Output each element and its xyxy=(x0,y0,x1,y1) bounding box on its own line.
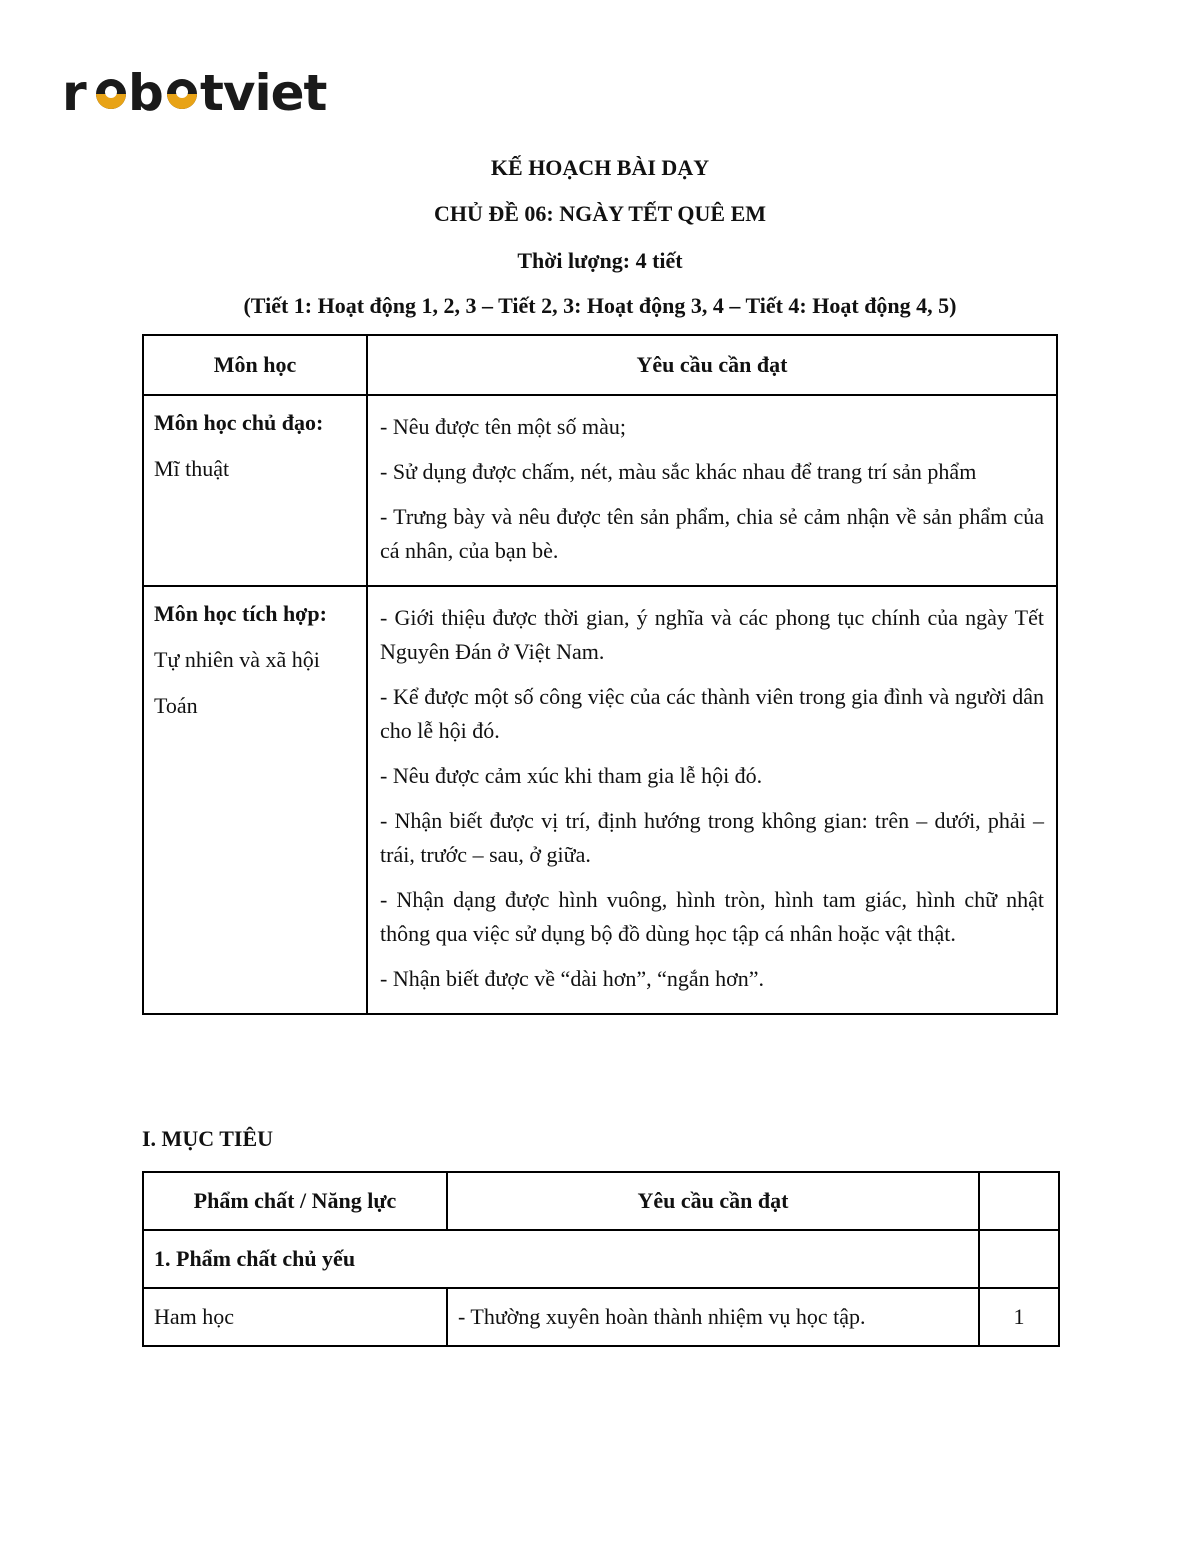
subject-title: Môn học tích hợp: xyxy=(154,601,327,626)
requirements-cell xyxy=(367,586,1057,1014)
topic-title: CHỦ ĐỀ 06: NGÀY TẾT QUÊ EM xyxy=(433,201,767,226)
subject-name: Tự nhiên và xã hội xyxy=(154,647,320,672)
requirements-cell xyxy=(367,395,1057,586)
requirement-item: - Giới thiệu được thời gian, ý nghĩa và các phong tục chính của ngày Tết Nguyên Đán ở Việt Nam. xyxy=(380,605,1044,664)
requirement-item: - Nêu được tên một số màu; xyxy=(380,414,626,439)
column-header-subject: Môn học xyxy=(143,335,367,395)
group-row xyxy=(143,1230,1059,1288)
requirement-item: - Nhận biết được về “dài hơn”, “ngắn hơn”. xyxy=(380,966,765,991)
duration: Thời lượng: 4 tiết xyxy=(517,248,683,273)
code-cell: 1 xyxy=(979,1288,1059,1346)
requirement-item: - Sử dụng được chấm, nét, màu sắc khác nhau để trang trí sản phẩm xyxy=(380,459,977,484)
schedule: (Tiết 1: Hoạt động 1, 2, 3 – Tiết 2, 3: Hoạt động 3, 4 – Tiết 4: Hoạt động 4, 5) xyxy=(243,293,957,318)
svg-text:r: r xyxy=(62,64,86,122)
column-header-requirements: Yêu cầu cần đạt xyxy=(367,335,1057,395)
goals-table xyxy=(142,1171,1060,1347)
subject-title: Môn học chủ đạo: xyxy=(154,410,324,435)
requirement-item: - Nhận dạng được hình vuông, hình tròn, hình tam giác, hình chữ nhật thông qua việc sử dụng bộ đồ dùng học tập cá nhân hoặc vật thật. xyxy=(380,887,1044,946)
subjects-table xyxy=(142,334,1058,1015)
quality-cell: Ham học xyxy=(143,1288,447,1346)
subject-cell xyxy=(143,395,367,586)
robotviet-logo xyxy=(62,64,327,122)
svg-text:b: b xyxy=(128,64,163,122)
section-objectives-title: I. MỤC TIÊU xyxy=(142,1126,274,1151)
requirement-item: - Kể được một số công việc của các thành viên trong gia đình và người dân cho lễ hội đó. xyxy=(380,684,1044,743)
requirement-item: - Nhận biết được vị trí, định hướng trong không gian: trên – dưới, phải – trái, trước – sau, ở giữa. xyxy=(380,808,1044,867)
empty-cell xyxy=(979,1230,1059,1288)
table-header-row xyxy=(143,1172,1059,1230)
column-header-code xyxy=(979,1172,1059,1230)
requirement-item: - Nêu được cảm xúc khi tham gia lễ hội đó. xyxy=(380,763,763,788)
lesson-plan-title: KẾ HOẠCH BÀI DẠY xyxy=(490,155,710,180)
subject-name: Mĩ thuật xyxy=(154,456,230,481)
table-header-row xyxy=(143,335,1057,395)
requirement-item: - Trưng bày và nêu được tên sản phẩm, chia sẻ cảm nhận về sản phẩm của cá nhân, của bạn bè. xyxy=(380,504,1044,563)
column-header-requirements: Yêu cầu cần đạt xyxy=(447,1172,979,1230)
subject-cell xyxy=(143,586,367,1014)
column-header-quality: Phẩm chất / Năng lực xyxy=(143,1172,447,1230)
table-row xyxy=(143,586,1057,1014)
table-row xyxy=(143,395,1057,586)
group-label: 1. Phẩm chất chủ yếu xyxy=(143,1230,979,1288)
subject-name: Toán xyxy=(154,693,198,718)
requirement-cell: - Thường xuyên hoàn thành nhiệm vụ học tập. xyxy=(447,1288,979,1346)
svg-text:tviet: tviet xyxy=(200,64,327,122)
table-row xyxy=(143,1288,1059,1346)
